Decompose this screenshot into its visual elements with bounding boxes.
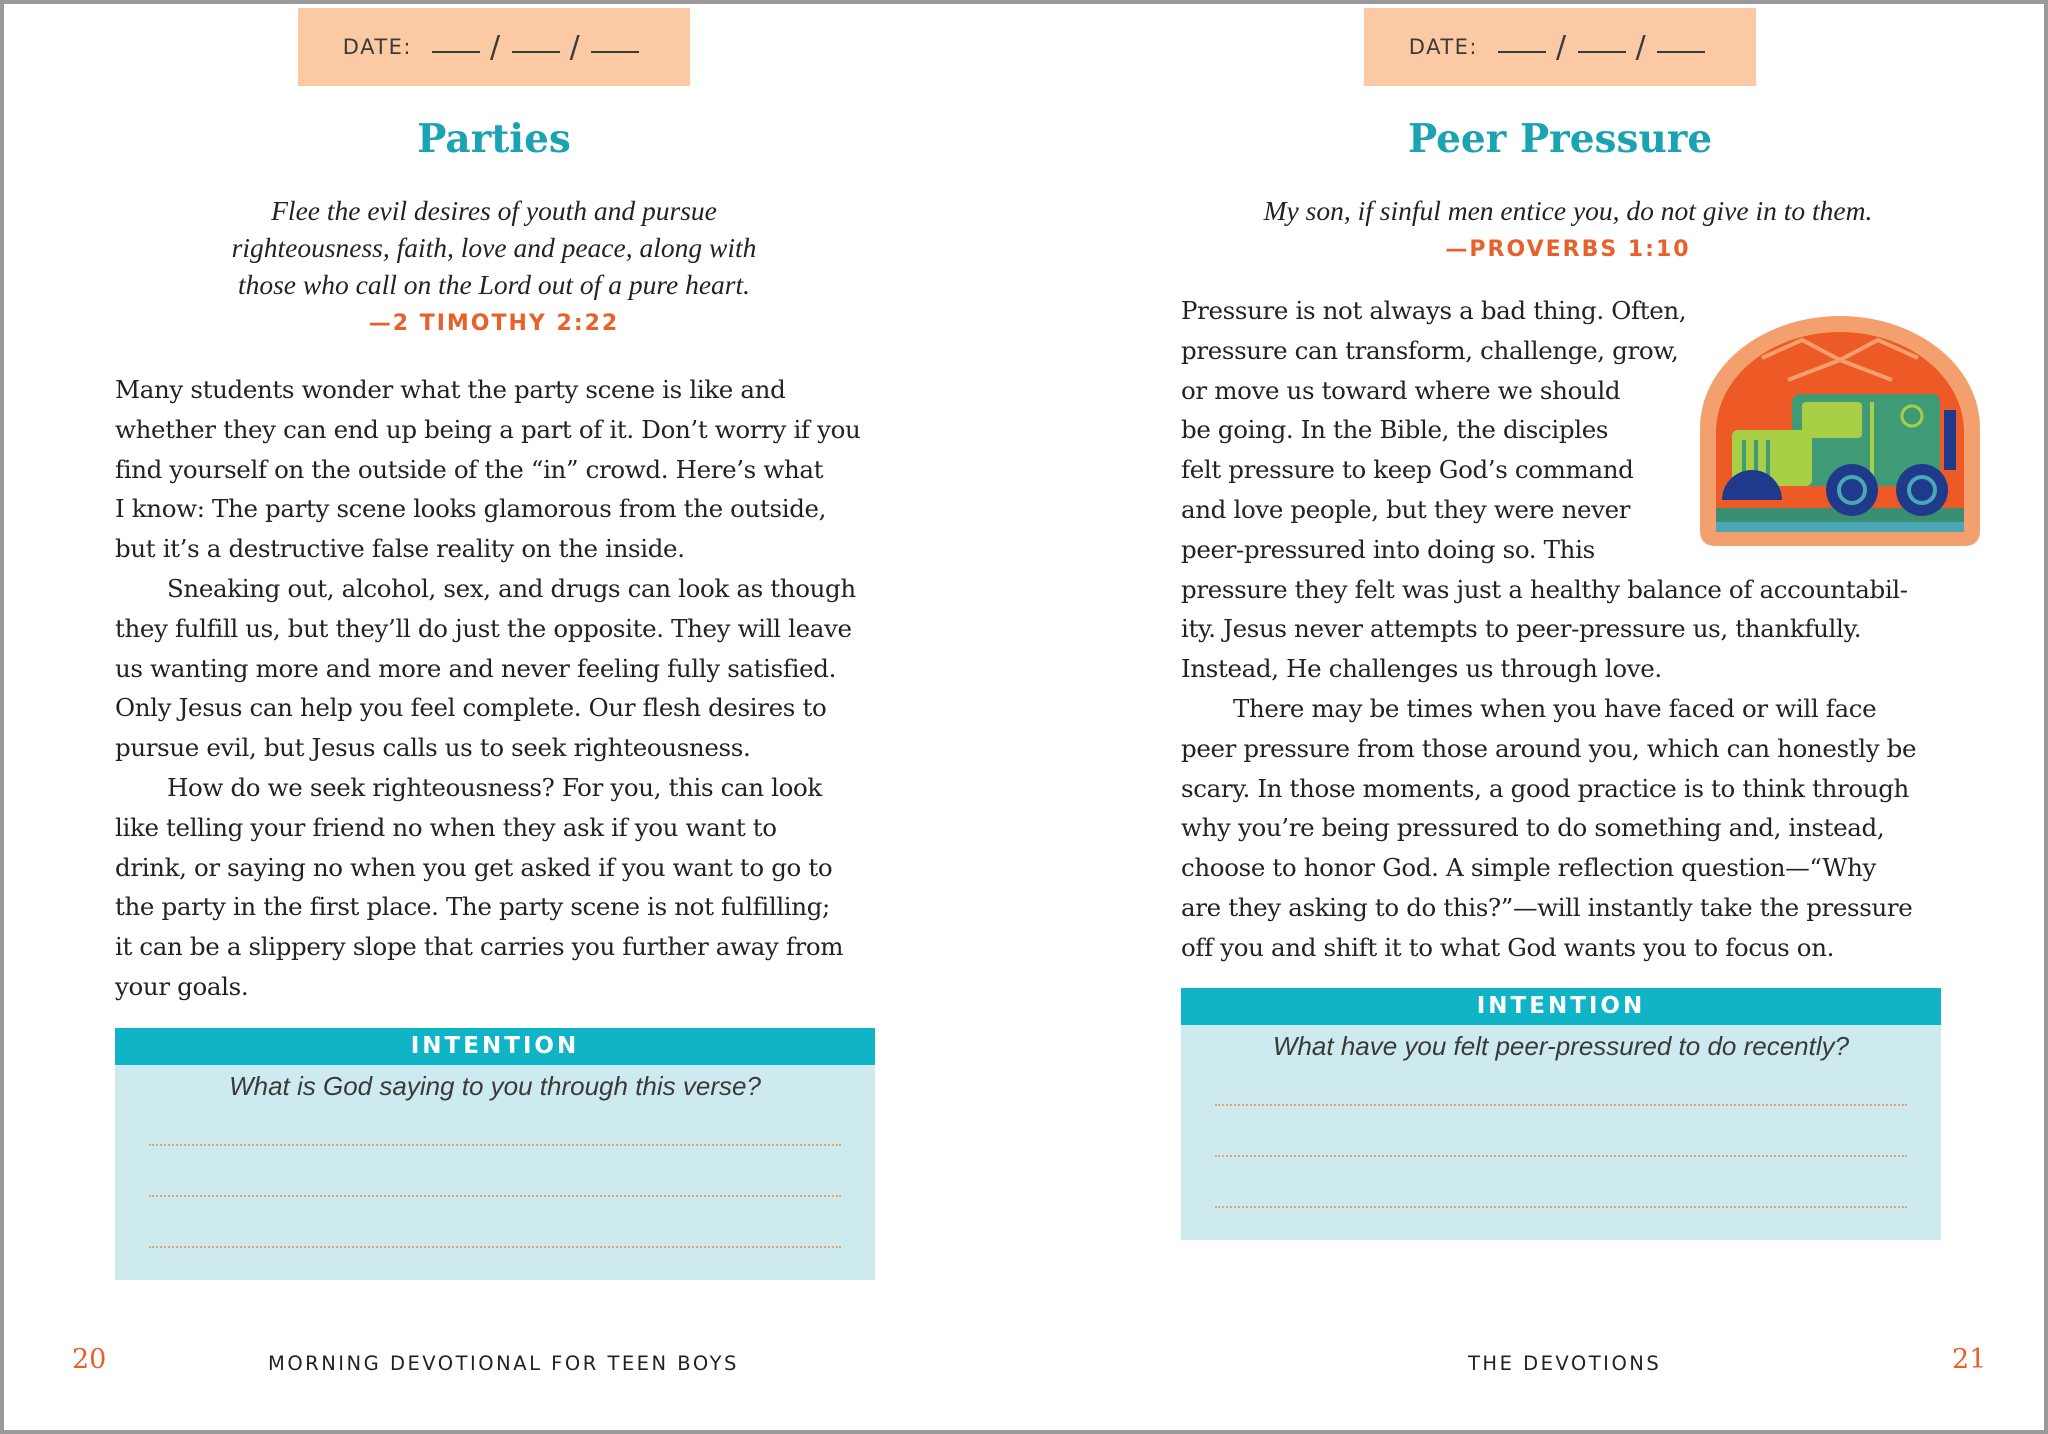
body-line: ity. Jesus never attempts to peer-pressure us, thankfully. [1181,614,1862,644]
body-line: pressure they felt was just a healthy balance of accountabil- [1181,574,1908,604]
writing-line[interactable] [1215,1104,1907,1106]
date-blank-day[interactable] [1578,49,1626,53]
body-line: Sneaking out, alcohol, sex, and drugs can look as though [167,573,856,603]
right-page [1028,4,2048,1430]
scripture-verse [154,192,834,342]
body-line: it can be a slippery slope that carries you further away from [115,932,844,962]
body-line: your goals. [115,971,249,1001]
date-tab: DATE: / / [1364,8,1756,86]
devotional-body [115,370,915,1007]
body-line: off you and shift it to what God wants you to focus on. [1181,932,1835,962]
body-line: like telling your friend no when they ask if you want to [115,812,777,842]
intention-heading: INTENTION [1181,988,1941,1025]
page-title: Parties [417,116,571,162]
body-line: Pressure is not always a bad thing. Often, [1181,296,1687,325]
verse-line: Flee the evil desires of youth and pursue [271,195,717,226]
body-line: be going. In the Bible, the disciples [1181,415,1609,445]
body-line: There may be times when you have faced or will face [1233,693,1877,723]
verse-line: My son, if sinful men entice you, do not give in to them. [1263,195,1873,226]
body-line: I know: The party scene looks glamorous from the outside, [115,494,827,524]
intention-question: What have you felt peer-pressured to do recently? [1272,1031,1850,1061]
body-line: pursue evil, but Jesus calls us to seek righteousness. [115,733,751,763]
running-head: MORNING DEVOTIONAL FOR TEEN BOYS [268,1352,739,1375]
body-line: choose to honor God. A simple reflection question—“Why [1181,853,1876,883]
body-line: felt pressure to keep God’s command [1181,455,1634,485]
scripture-verse [1168,192,1968,268]
page-number: 21 [1952,1344,1987,1375]
date-blank-year[interactable] [1657,49,1705,53]
intention-box [115,1028,875,1280]
body-line: peer-pressured into doing so. This [1181,534,1595,564]
body-line: find yourself on the outside of the “in” crowd. Here’s what [115,454,824,484]
date-label: DATE: [342,35,412,59]
writing-line[interactable] [1215,1155,1907,1157]
verse-reference: —2 TIMOTHY 2:22 [368,311,620,336]
intention-box [1181,988,1941,1240]
jeep-badge-icon [1692,310,1988,550]
date-tab: DATE: / / [298,8,690,86]
body-line: scary. In those moments, a good practice is to think through [1181,773,1909,803]
date-blank-year[interactable] [591,49,639,53]
body-line: Many students wonder what the party scene is like and [115,375,786,404]
left-page [4,4,1028,1430]
body-line: peer pressure from those around you, which can honestly be [1181,733,1917,763]
intention-question: What is God saying to you through this verse? [229,1071,761,1101]
intention-heading: INTENTION [115,1028,875,1065]
date-blank-month[interactable] [432,49,480,53]
date-blank-month[interactable] [1498,49,1546,53]
body-line: Only Jesus can help you feel complete. Our flesh desires to [115,693,827,723]
writing-line[interactable] [1215,1206,1907,1208]
body-line: they fulfill us, but they’ll do just the opposite. They will leave [115,613,852,643]
writing-line[interactable] [149,1246,841,1248]
verse-reference: —PROVERBS 1:10 [1445,237,1691,262]
date-label: DATE: [1408,35,1478,59]
date-blank-day[interactable] [512,49,560,53]
verse-line: those who call on the Lord out of a pure heart. [237,269,751,300]
body-line: are they asking to do this?”—will instantly take the pressure [1181,892,1913,922]
writing-line[interactable] [149,1195,841,1197]
body-line: us wanting more and more and never feeling fully satisfied. [115,653,837,683]
body-line: How do we seek righteousness? For you, this can look [167,772,822,802]
body-line: but it’s a destructive false reality on the inside. [115,534,685,564]
page-number: 20 [72,1344,107,1375]
writing-line[interactable] [149,1144,841,1146]
body-line: drink, or saying no when you get asked if you want to go to [115,852,833,882]
verse-line: righteousness, faith, love and peace, along with [231,232,757,263]
body-line: and love people, but they were never [1181,494,1631,524]
body-line: the party in the first place. The party scene is not fulfilling; [115,892,830,922]
body-line: why you’re being pressured to do something and, instead, [1181,813,1885,843]
running-head: THE DEVOTIONS [1468,1352,1662,1375]
body-line: whether they can end up being a part of it. Don’t worry if you [115,414,861,444]
body-line: Instead, He challenges us through love. [1181,654,1662,684]
page-title: Peer Pressure [1407,116,1713,162]
body-line: or move us toward where we should [1181,375,1621,405]
body-line: pressure can transform, challenge, grow, [1181,335,1679,365]
